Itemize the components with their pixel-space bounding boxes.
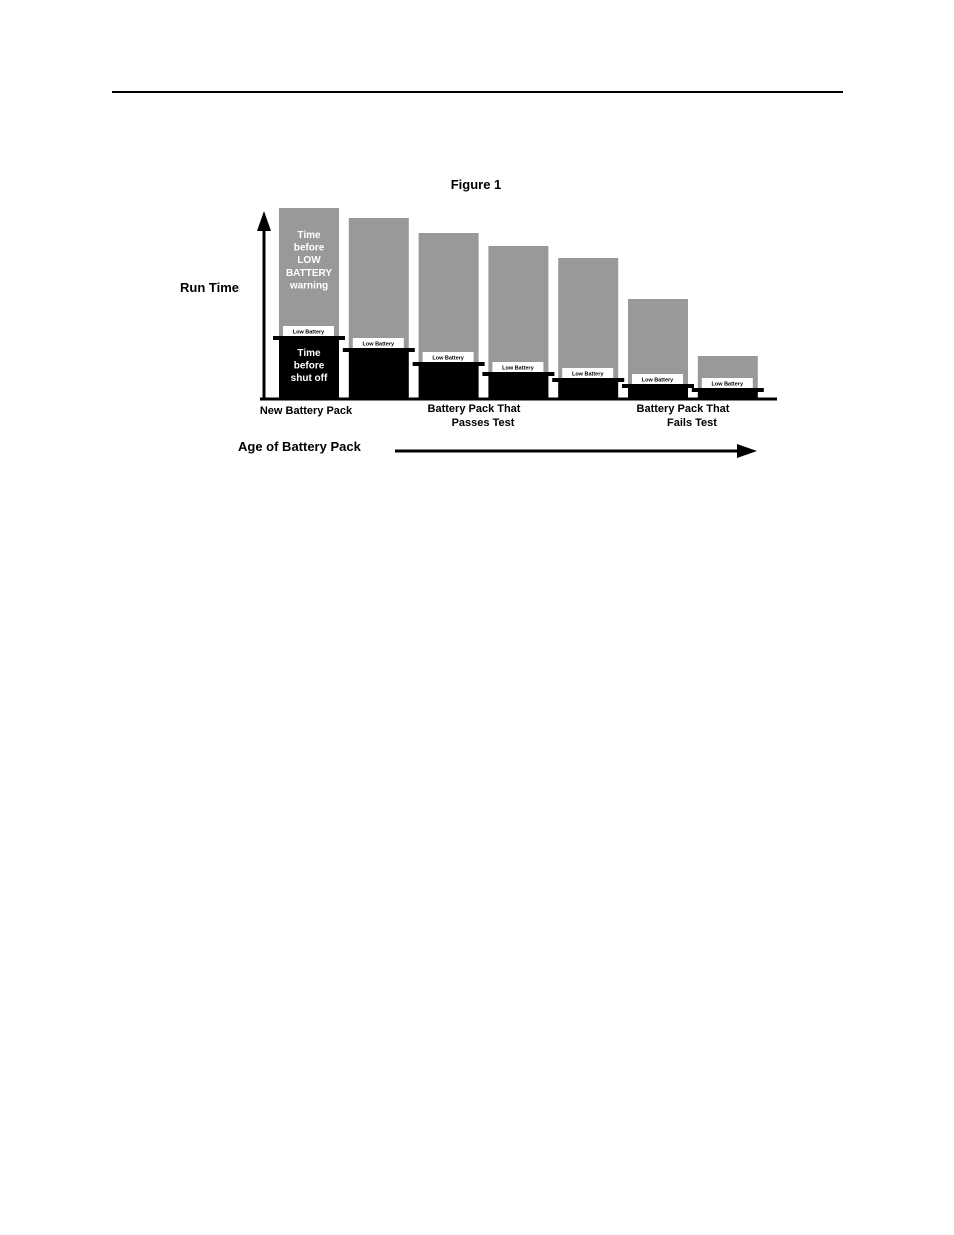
low-battery-marker-label-1: Low Battery <box>292 329 325 336</box>
shutoff-segment-5 <box>558 380 618 398</box>
shutoff-segment-2 <box>349 350 409 398</box>
warning-time-label-line: before <box>293 242 325 254</box>
bars-group <box>273 208 764 398</box>
low-battery-marker-label-3: Low Battery <box>432 355 464 362</box>
y-axis-label: Run Time <box>180 280 239 295</box>
low-battery-marker-label-7: Low Battery <box>711 381 744 388</box>
category-labels <box>260 403 730 429</box>
low-battery-marker-label-4: Low Battery <box>502 365 534 372</box>
warning-time-label-line: Time <box>297 230 321 241</box>
shutoff-time-label-line: Time <box>297 348 321 359</box>
warning-time-label-line: LOW <box>297 255 321 267</box>
shutoff-segment-4 <box>488 374 548 398</box>
warning-time-label-line: BATTERY <box>285 267 333 279</box>
warning-segment-2 <box>349 218 409 350</box>
x-axis-label: Age of Battery Pack <box>238 439 361 454</box>
warning-segment-4 <box>488 246 548 374</box>
low-battery-marker-label-6: Low Battery <box>641 377 674 384</box>
category-label-line: Fails Test <box>667 417 717 429</box>
warning-time-label-line: warning <box>289 280 329 292</box>
low-battery-marker-label-2: Low Battery <box>362 341 395 348</box>
warning-segment-6 <box>628 299 688 386</box>
category-label-line: Battery Pack That <box>636 403 730 415</box>
low-battery-marker-label-5: Low Battery <box>571 371 604 378</box>
figure-title: Figure 1 <box>450 177 502 192</box>
shutoff-time-label-line: before <box>293 360 325 372</box>
shutoff-segment-3 <box>419 364 479 398</box>
category-label-line: New Battery Pack <box>259 405 353 417</box>
shutoff-time-label-line: shut off <box>290 373 328 385</box>
age-arrowhead <box>737 444 757 458</box>
warning-segment-3 <box>419 233 479 364</box>
category-label-line: Passes Test <box>451 417 515 429</box>
y-axis-arrowhead <box>257 211 271 231</box>
warning-segment-5 <box>558 258 618 380</box>
category-label-line: Battery Pack That <box>427 403 521 415</box>
